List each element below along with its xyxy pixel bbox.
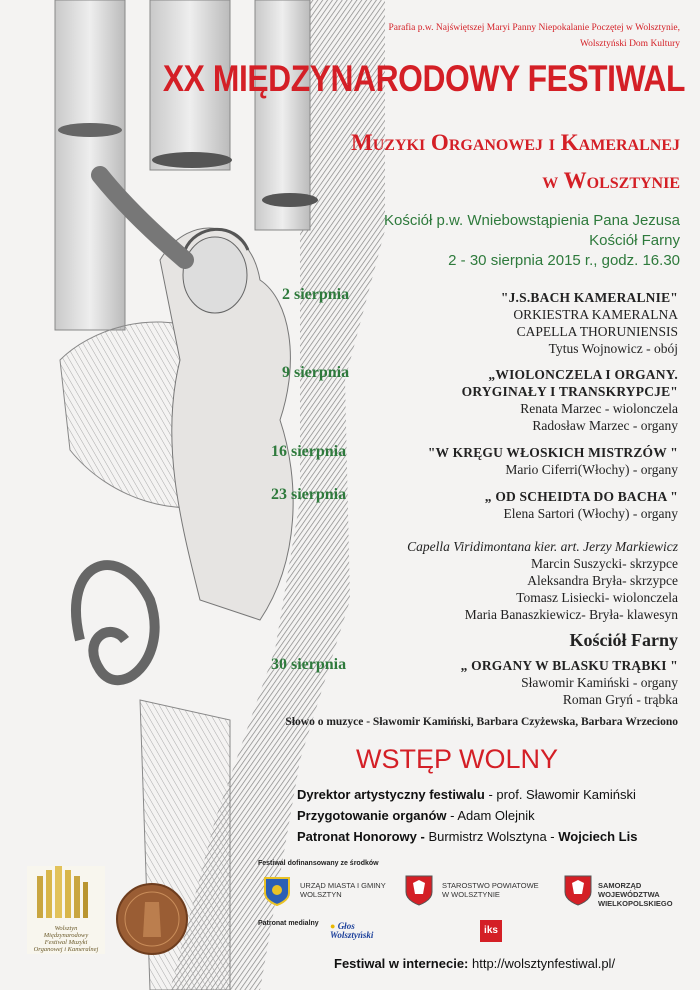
county-crest-icon xyxy=(404,874,434,906)
sponsor-line: WOLSZTYN xyxy=(300,890,342,899)
festival-subtitle: Muzyki Organowej i Kameralnej xyxy=(351,130,680,155)
concert-date: 30 sierpnia xyxy=(271,656,347,673)
concert-details xyxy=(485,488,678,522)
festival-logo xyxy=(27,866,105,954)
credit-line xyxy=(297,808,535,823)
ensemble: CAPELLA THORUNIENSIS xyxy=(516,324,678,339)
sponsor-voivodeship xyxy=(598,881,700,908)
performer: Radosław Marzec - organy xyxy=(532,418,678,433)
ensemble: ORKIESTRA KAMERALNA xyxy=(513,307,678,322)
organ-pipes-icon xyxy=(27,866,105,920)
performer: Maria Banaszkiewicz- Bryła- klawesyn xyxy=(464,607,678,622)
performer: Mario Ciferri(Włochy) - organy xyxy=(505,462,678,477)
venue-farny: Kościół Farny xyxy=(589,232,680,249)
performer: Marcin Suszycki- skrzypce xyxy=(531,556,678,571)
logo-line: Międzynarodowy xyxy=(43,932,89,939)
concert-details xyxy=(501,289,678,357)
credit-value: - Adam Olejnik xyxy=(446,808,535,823)
venue-heading: Kościół Farny xyxy=(569,630,678,650)
media-logo-glos: ● Głos Wolsztyński xyxy=(330,921,374,940)
logo-line: Festiwal Muzyki xyxy=(44,939,88,946)
performer: Roman Gryń - trąbka xyxy=(562,692,678,707)
concert-title: „ OD SCHEIDTA DO BACHA " xyxy=(484,489,678,504)
credit-label: Patronat Honorowy - xyxy=(297,829,425,844)
ensemble-name: Capella Viridimontana kier. art. Jerzy Markiewicz xyxy=(407,539,678,554)
concert-date: 9 sierpnia xyxy=(282,364,350,381)
website-label: Festiwal w internecie: xyxy=(334,956,469,971)
parish-line-2: Wolsztyński Dom Kultury xyxy=(579,39,680,49)
venue-church: Kościół p.w. Wniebowstąpienia Pana Jezusa xyxy=(383,212,680,229)
media-name: Głos Wolsztyński xyxy=(330,921,374,940)
concert-title: ORYGINAŁY I TRANSKRYPCJE" xyxy=(461,384,678,399)
credit-value: Burmistrz Wolsztyna - xyxy=(424,829,559,844)
sponsor-county xyxy=(442,881,539,899)
performer: Tytus Wojnowicz - obój xyxy=(548,341,678,356)
concert-date: 16 sierpnia xyxy=(271,443,347,460)
festival-location: w Wolsztynie xyxy=(542,168,680,193)
media-logo-iks: iks xyxy=(480,920,502,942)
performer: Aleksandra Bryła- skrzypce xyxy=(527,573,678,588)
performer: Tomasz Lisiecki- wiolonczela xyxy=(516,590,678,605)
performer: Renata Marzec - wiolonczela xyxy=(520,401,678,416)
credit-value: - prof. Sławomir Kamiński xyxy=(484,787,636,802)
logo-line: Organowej i Kameralnej xyxy=(33,946,99,953)
performer: Sławomir Kamiński - organy xyxy=(521,675,678,690)
commemorative-medal xyxy=(115,882,189,956)
sponsor-municipality xyxy=(300,881,386,899)
concert-details xyxy=(461,657,678,708)
credit-label: Dyrektor artystyczny festiwalu xyxy=(297,787,485,802)
concert-details xyxy=(428,444,678,478)
sponsor-line: WIELKOPOLSKIEGO xyxy=(598,899,673,908)
sponsor-line: W WOLSZTYNIE xyxy=(442,890,500,899)
website-line xyxy=(334,956,615,971)
free-entry-heading: WSTĘP WOLNY xyxy=(356,744,559,774)
parish-line-1: Parafia p.w. Najświętszej Maryi Panny Niepokalanie Poczętej w Wolsztynie, xyxy=(388,23,680,33)
credit-value-bold: Wojciech Lis xyxy=(558,829,638,844)
concert-date: 2 sierpnia xyxy=(282,286,350,303)
performer: Elena Sartori (Włochy) - organy xyxy=(503,506,678,521)
credit-label: Przygotowanie organów xyxy=(297,808,447,823)
media-patron-label: Patronat medialny xyxy=(258,920,319,927)
organizers xyxy=(320,20,680,52)
wolsztyn-crest-icon xyxy=(262,876,292,906)
sponsor-line: STAROSTWO POWIATOWE xyxy=(442,881,539,890)
concert-date: 23 sierpnia xyxy=(271,486,347,503)
speakers-note: Słowo o muzyce - Sławomir Kamiński, Barbara Czyżewska, Barbara Wrzeciono xyxy=(285,716,678,728)
voivodeship-crest-icon xyxy=(563,874,593,906)
concert-details xyxy=(462,366,678,434)
website-link[interactable]: http://wolsztynfestiwal.pl/ xyxy=(472,956,616,971)
sponsor-line: SAMORZĄD WOJEWÓDZTWA xyxy=(598,881,660,899)
festival-title: XX MIĘDZYNARODOWY FESTIWAL xyxy=(162,58,686,99)
concert-title: „WIOLONCZELA I ORGANY. xyxy=(488,367,678,382)
funded-label: Festiwal dofinansowany ze środków xyxy=(258,860,379,867)
credit-line xyxy=(297,787,636,802)
logo-line: Wolsztyn xyxy=(54,925,78,932)
concert-title: „ ORGANY W BLASKU TRĄBKI " xyxy=(460,658,678,673)
concert-title: "J.S.BACH KAMERALNIE" xyxy=(500,290,678,305)
ensemble-details xyxy=(407,538,678,623)
concert-title: "W KRĘGU WŁOSKICH MISTRZÓW " xyxy=(427,445,678,460)
sponsor-line: URZĄD MIASTA I GMINY xyxy=(300,881,386,890)
credit-line xyxy=(297,829,637,844)
festival-dates: 2 - 30 sierpnia 2015 r., godz. 16.30 xyxy=(448,252,680,269)
